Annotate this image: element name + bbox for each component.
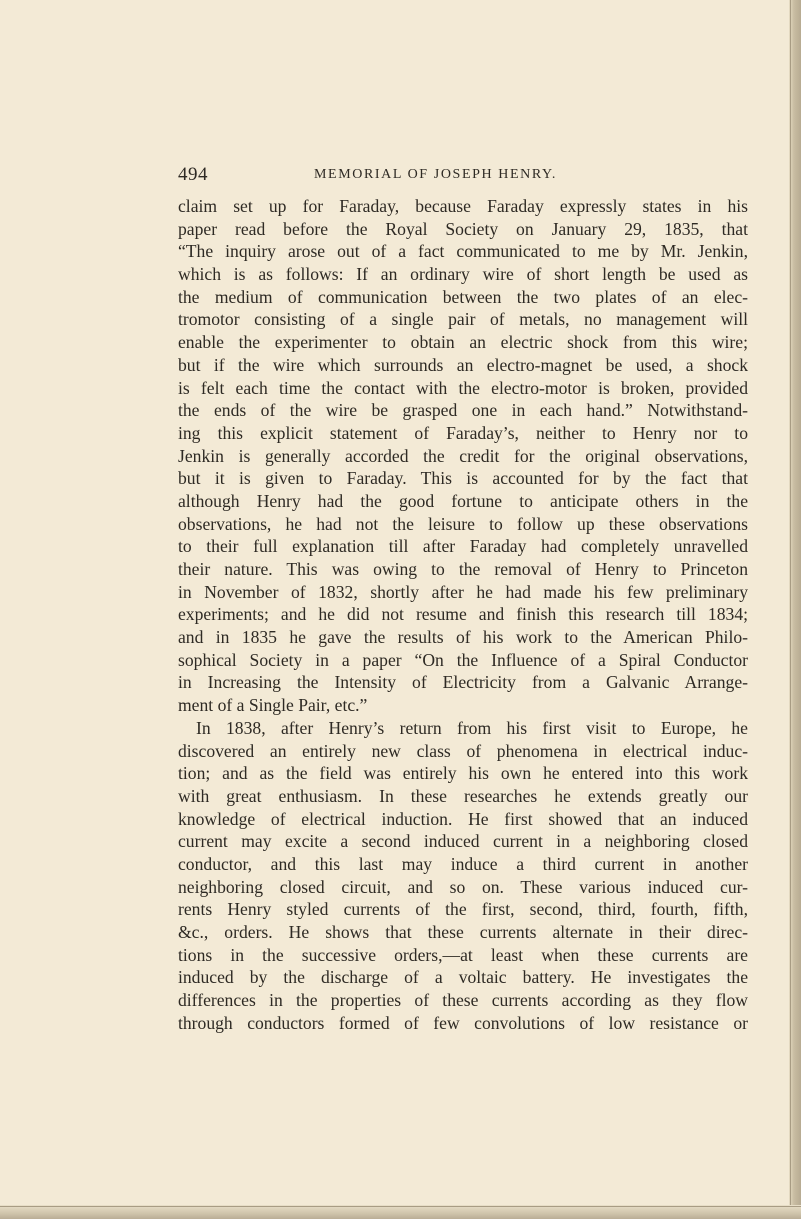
text-line: is felt each time the contact with the electro-motor is broken, provided: [178, 377, 748, 398]
text-line: Jenkin is generally accorded the credit for the original observations,: [178, 445, 748, 466]
text-line: current may excite a second induced current in a neighboring closed: [178, 831, 748, 852]
text-line: tions in the successive orders,—at least when these currents are: [178, 944, 748, 965]
text-line: but if the wire which surrounds an electro-magnet be used, a shock: [178, 354, 748, 375]
text-line: with great enthusiasm. In these researches he extends greatly our: [178, 785, 748, 806]
running-head: MEMORIAL OF JOSEPH HENRY.: [314, 167, 558, 182]
page-edge-bottom: [0, 1205, 801, 1219]
text-line: but it is given to Faraday. This is accounted for by the fact that: [178, 468, 748, 489]
text-line: neighboring closed circuit, and so on. These various induced cur-: [178, 876, 748, 897]
text-line: in Increasing the Intensity of Electricity from a Galvanic Arrange-: [178, 672, 748, 693]
text-line: through conductors formed of few convolutions of low resistance or: [178, 1012, 748, 1033]
text-line: induced by the discharge of a voltaic battery. He investigates the: [178, 967, 748, 988]
text-line: &c., orders. He shows that these currents alternate in their direc-: [178, 922, 748, 942]
text-line: their nature. This was owing to the removal of Henry to Princeton: [178, 559, 748, 579]
page-edge-line: [790, 0, 791, 1219]
text-line: tion; and as the field was entirely his own he entered into this work: [178, 763, 748, 784]
page-edge-bottom-line: [0, 1206, 801, 1207]
text-line: in November of 1832, shortly after he had made his few preliminary: [178, 581, 748, 602]
text-line: and in 1835 he gave the results of his work to the American Philo-: [178, 627, 748, 648]
text-line: ing this explicit statement of Faraday’s, neither to Henry nor to: [178, 422, 748, 443]
body-text: [178, 195, 748, 1034]
text-line: observations, he had not the leisure to follow up these observations: [178, 513, 748, 534]
text-line: enable the experimenter to obtain an electric shock from this wire;: [178, 332, 748, 353]
page-header: [178, 164, 748, 190]
text-line: differences in the properties of these currents according as they flow: [178, 990, 748, 1011]
text-line: which is as follows: If an ordinary wire of short length be used as: [178, 264, 748, 285]
text-line: although Henry had the good fortune to anticipate others in the: [178, 490, 748, 511]
text-line: tromotor consisting of a single pair of metals, no management will: [178, 309, 748, 330]
text-line: conductor, and this last may induce a third current in another: [178, 853, 748, 874]
text-line: the ends of the wire be grasped one in each hand.” Notwithstand-: [178, 400, 748, 421]
page-number: 494: [178, 164, 208, 185]
text-line: rents Henry styled currents of the first, second, third, fourth, fifth,: [178, 899, 748, 920]
text-line: experiments; and he did not resume and finish this research till 1834;: [178, 604, 748, 625]
text-line: discovered an entirely new class of phenomena in electrical induc-: [178, 740, 748, 761]
text-line: “The inquiry arose out of a fact communicated to me by Mr. Jenkin,: [178, 241, 748, 262]
paragraph-end-line: ment of a Single Pair, etc.”: [178, 695, 368, 716]
text-line: to their full explanation till after Faraday had completely unravelled: [178, 536, 748, 557]
text-line: claim set up for Faraday, because Faraday expressly states in his: [178, 196, 748, 216]
text-line: sophical Society in a paper “On the Influence of a Spiral Conductor: [178, 649, 748, 670]
text-line: the medium of communication between the two plates of an elec-: [178, 286, 748, 307]
paragraph-start-line: In 1838, after Henry’s return from his first visit to Europe, he: [196, 717, 748, 738]
text-line: paper read before the Royal Society on January 29, 1835, that: [178, 218, 748, 239]
text-line: knowledge of electrical induction. He first showed that an induced: [178, 808, 748, 829]
